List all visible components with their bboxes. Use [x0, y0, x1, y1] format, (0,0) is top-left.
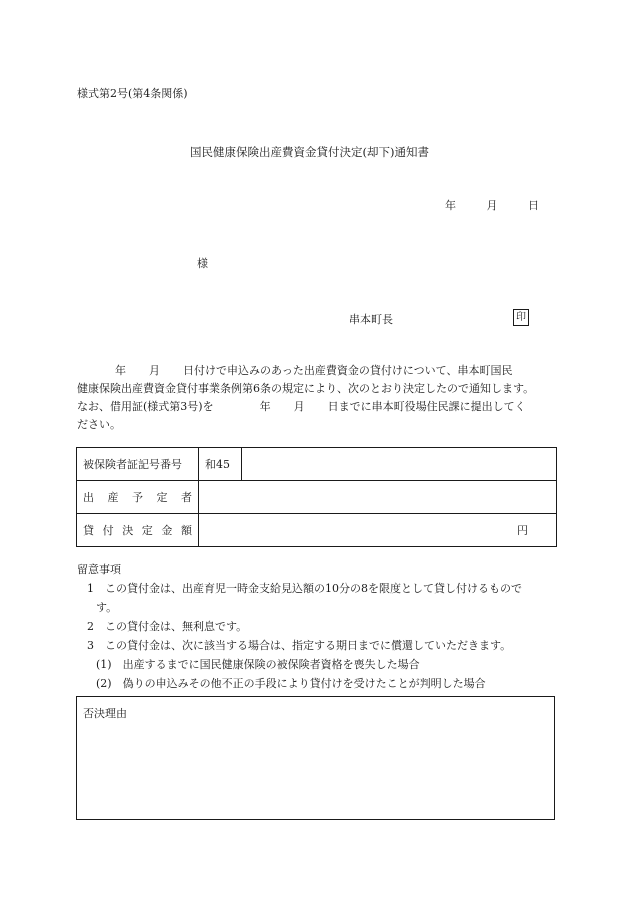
body-line3-a: なお、借用証(様式第3号)を [77, 400, 214, 413]
body-line3-rest: 日までに串本町役場住民課に提出してく [327, 400, 526, 413]
note-item-2: 2 この貸付金は、無利息です。 [87, 620, 248, 633]
note-sub-1: (1) 出産するまでに国民健康保険の被保険者資格を喪失した場合 [96, 658, 420, 671]
note-item-3: 3 この貸付金は、次に該当する場合は、指定する期日までに償還していただきます。 [87, 639, 512, 652]
rejection-reason-box[interactable] [76, 696, 555, 820]
body-line1-year: 年 [115, 364, 126, 377]
body-line-2: 健康保険出産費資金貸付事業条例第6条の規定により、次のとおり決定したので通知します。 [77, 382, 535, 395]
body-line3-year: 年 [259, 400, 271, 413]
issuer-name: 串本町長 [349, 313, 393, 326]
table-row [77, 481, 557, 514]
document-title: 国民健康保険出産費資金貸付決定(却下)通知書 [190, 145, 429, 159]
date-month: 月 [486, 199, 498, 212]
loan-amount-value[interactable]: 円 [199, 514, 557, 547]
seal-mark: 印 [513, 309, 529, 326]
date-day: 日 [528, 199, 539, 212]
table-row [77, 448, 557, 481]
loan-amount-label-text: 貸 付 決 定 金 額 [83, 524, 192, 537]
body-line-1 [77, 362, 557, 380]
loan-info-table [76, 447, 557, 547]
note-sub-2: (2) 偽りの申込みその他不正の手段により貸付けを受けたことが判明した場合 [96, 677, 486, 690]
insured-number-label: 被保険者証記号番号 [77, 448, 199, 481]
expectant-mother-value[interactable] [199, 481, 557, 514]
note-item-1: 1 この貸付金は、出産育児一時金支給見込額の10分の8を限度として貸し付けるもので [87, 582, 522, 595]
insured-number-value[interactable] [242, 448, 557, 481]
notes-section [77, 560, 562, 693]
notes-heading: 留意事項 [77, 563, 121, 576]
notice-body [77, 362, 557, 434]
loan-amount-label [77, 514, 199, 547]
expectant-mother-label-text: 出 産 予 定 者 [83, 491, 192, 504]
expectant-mother-label [77, 481, 199, 514]
body-line1-rest: 日付けで申込みのあった出産費資金の貸付けについて、串本町国民 [183, 364, 513, 377]
table-row [77, 514, 557, 547]
issue-date [445, 197, 539, 213]
addressee-suffix: 様 [197, 257, 208, 270]
form-number: 様式第2号(第4条関係) [77, 87, 188, 100]
note-item-1-cont: す。 [96, 601, 118, 614]
body-line1-month: 月 [149, 364, 160, 377]
rejection-reason-label: 否決理由 [83, 707, 127, 720]
date-year: 年 [445, 199, 456, 212]
insured-number-era: 和45 [199, 448, 242, 481]
body-line3-month: 月 [293, 400, 305, 413]
body-line-3 [77, 398, 557, 416]
body-line-4: ださい。 [77, 418, 121, 431]
